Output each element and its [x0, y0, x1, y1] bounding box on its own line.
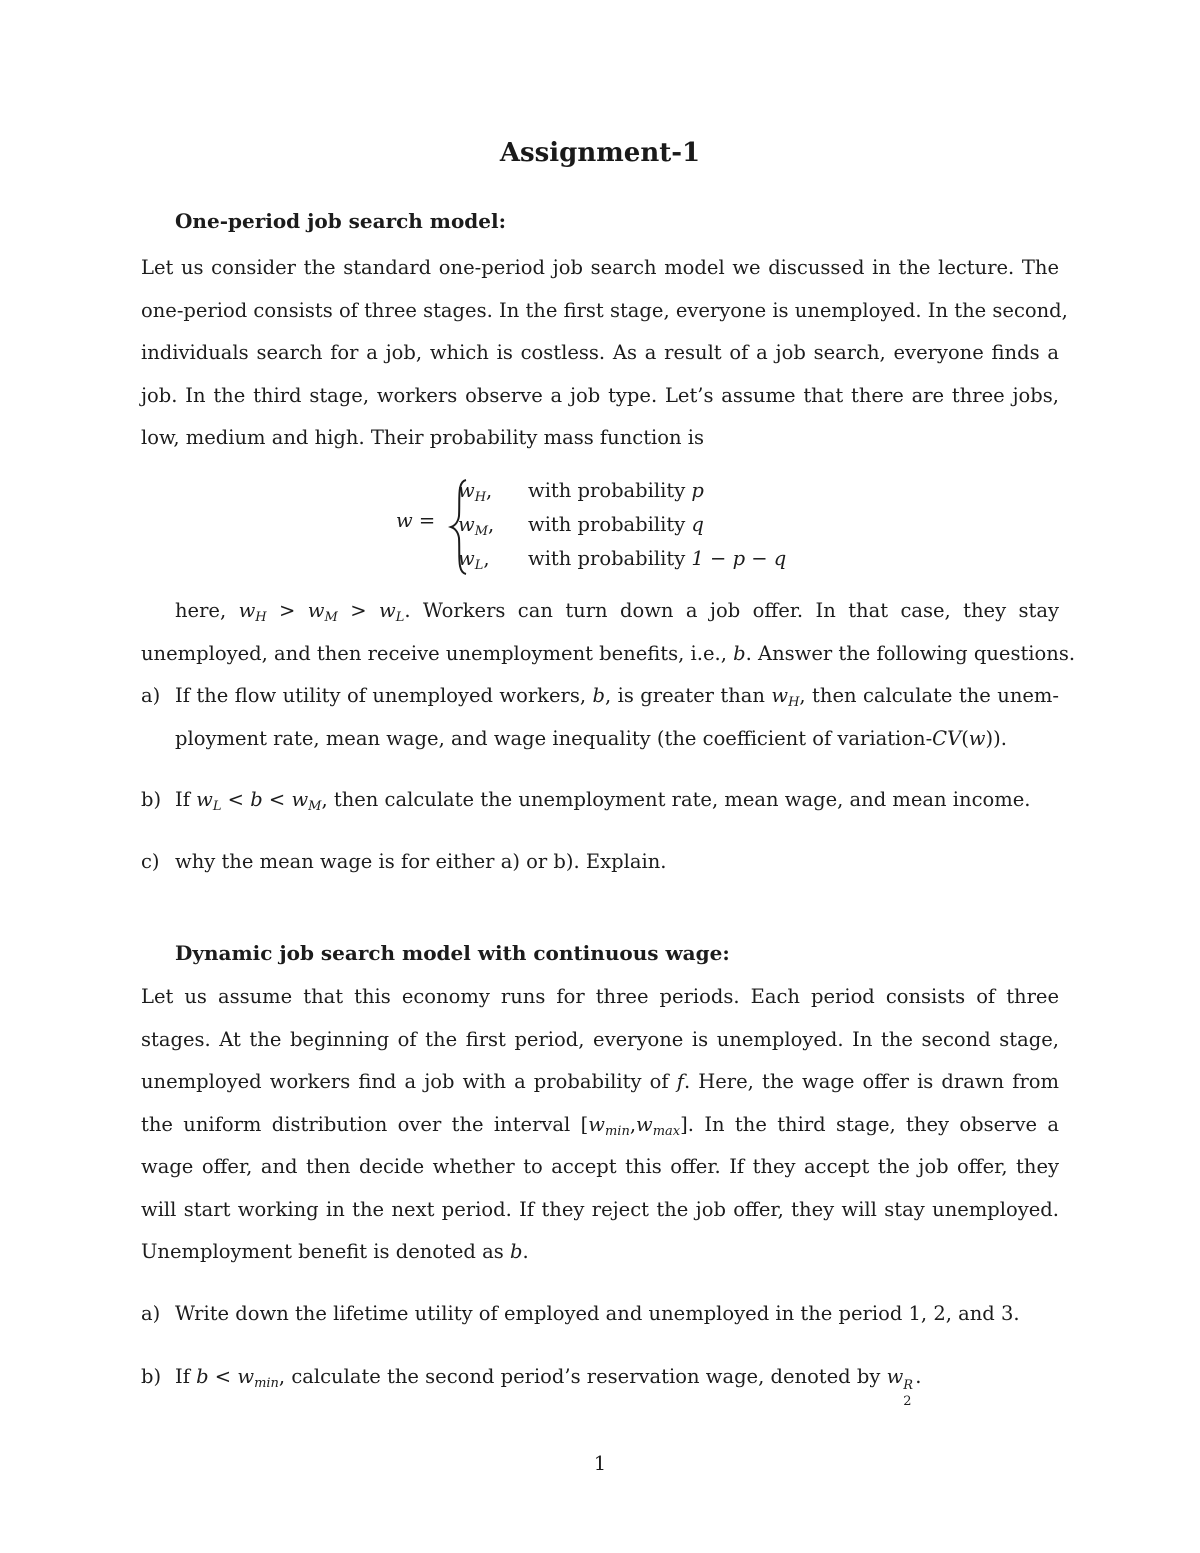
- dynamic-paragraph: [141, 976, 1059, 1274]
- question-label: b): [141, 788, 162, 811]
- text-line: If $b < w_{min}$, calculate the second period’s reservation wage, denoted by w R 2 .: [175, 1365, 922, 1409]
- text-line: will start working in the next period. If they reject the job offer, they will stay unemployed.: [141, 1197, 1059, 1221]
- text-line: why the mean wage is for either a) or b). Explain.: [175, 850, 667, 873]
- page-number: 1: [593, 1452, 607, 1475]
- probability-mass-function-equation: [396, 472, 816, 582]
- text-line: stages. At the beginning of the first period, everyone is unemployed. In the second stage,: [141, 1027, 1059, 1051]
- text-line: ployment rate, mean wage, and wage inequality (the coefficient of variation-CV(w)).: [175, 726, 1007, 750]
- text-line: job. In the third stage, workers observe a job type. Let’s assume that there are three jobs,: [141, 383, 1059, 407]
- text-line: If $w_L < b < w_M$, then calculate the unemployment rate, mean wage, and mean income.: [175, 788, 1031, 814]
- section-heading-one-period: One-period job search model:: [175, 209, 506, 233]
- question-label: a): [141, 684, 161, 707]
- text-line: unemployed, and then receive unemployment benefits, i.e., b. Answer the following questions.: [141, 641, 1076, 665]
- text-line: If the flow utility of unemployed workers, b, is greater than $w_H$, then calculate the unem-: [175, 684, 1059, 710]
- equation-row-medium: $w_M$, with probability q: [458, 513, 704, 539]
- text-line: low, medium and high. Their probability mass function is: [141, 426, 705, 449]
- after-equation-paragraph: [141, 590, 1076, 675]
- document-page: [141, 0, 1076, 1553]
- question-label: b): [141, 1365, 162, 1388]
- text-line: the uniform distribution over the interval $[w_{min},w_{max}]$. In the third stage, they observe a: [141, 1112, 1059, 1139]
- text-line: here, $w_H > w_M > w_L$. Workers can turn down a job offer. In that case, they stay: [175, 599, 1060, 625]
- text-line: Unemployment benefit is denoted as b.: [141, 1240, 529, 1263]
- text-line: Let us consider the standard one-period job search model we discussed in the lecture. The: [141, 256, 1059, 279]
- equation-lhs: w =: [396, 509, 436, 532]
- equation-row-low: $w_L$, with probability 1 − p − q: [458, 547, 787, 573]
- text-line: one-period consists of three stages. In the first stage, everyone is unemployed. In the second,: [141, 298, 1068, 322]
- text-line: Let us assume that this economy runs for three periods. Each period consists of three: [141, 985, 1059, 1008]
- question-label: a): [141, 1302, 161, 1325]
- text-line: wage offer, and then decide whether to accept this offer. If they accept the job offer, they: [141, 1155, 1059, 1178]
- equation-row-high: $w_H$, with probability p: [458, 479, 704, 505]
- text-line: individuals search for a job, which is costless. As a result of a job search, everyone finds a: [141, 341, 1059, 364]
- question-label: c): [141, 850, 160, 873]
- text-line: Write down the lifetime utility of employed and unemployed in the period 1, 2, and 3.: [175, 1302, 1020, 1325]
- text-line: unemployed workers find a job with a probability of f. Here, the wage offer is drawn from: [141, 1070, 1060, 1093]
- section-heading-dynamic: Dynamic job search model with continuous wage:: [175, 941, 730, 965]
- page-title: Assignment-1: [499, 138, 701, 168]
- intro-paragraph: [141, 247, 1068, 460]
